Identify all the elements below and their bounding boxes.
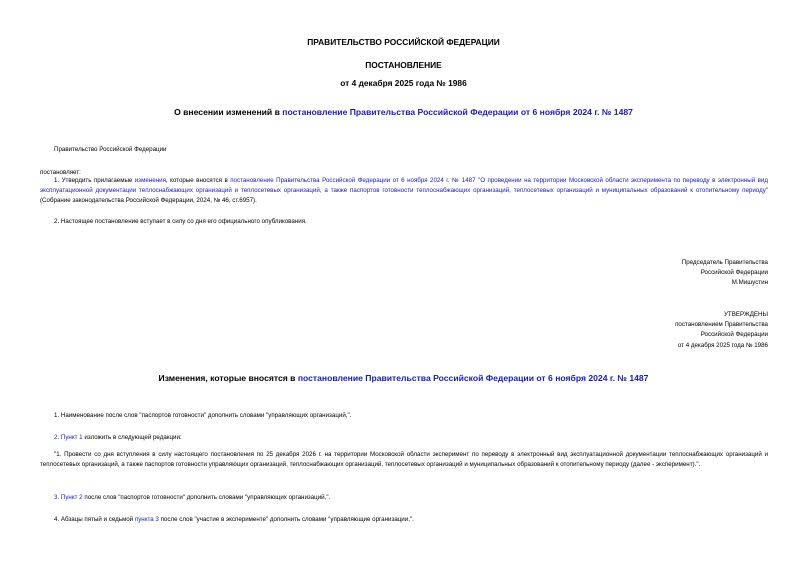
approval-line-3: Российской Федерации: [700, 331, 768, 339]
signature-name: М.Мишустин: [731, 279, 768, 287]
point-1-link[interactable]: Пункт 1: [60, 434, 83, 441]
document-date-number: от 4 декабря 2025 года № 1986: [340, 78, 467, 88]
change-2-quote: "1. Провести со дня вступления в силу настоящего постановления по 25 декабря 2026 г. на территории Московской области эксперимент по переводу в электронный вид эксплуатационной документации теплоснабжающих организаций и теплосетевых организаций, а также паспортов готовности управляющих организаций, теплоснабжающих организаций, теплосетевых организаций и муниципальных образований к отопительному периоду (далее - эксперимент).".: [40, 451, 768, 469]
resolution-1487-link[interactable]: постановление Правительства Российской Федерации от 6 ноября 2024 г. № 1487 "О проведении на территории Московской области эксперимента по переводу в электронный вид эксплуатационной документации теплоснабжающих организаций и теплосетевых организаций, а также паспортов готовности теплоснабжающих организаций, теплосетевых организаций и муниципальных образований к отопительному периоду": [40, 177, 768, 195]
government-label: Правительство Российской Федерации: [54, 146, 167, 153]
p1-text-c: (Собрание законодательства Российской Федерации, 2024, № 46, ст.6957).: [40, 197, 257, 205]
point-2-link[interactable]: Пункт 2: [60, 494, 83, 501]
p1-text-b: , которые вносятся в: [165, 177, 231, 184]
subject-prefix: О внесении изменений в: [174, 107, 283, 117]
document-subject: [0, 107, 807, 117]
change-2-number: 2.: [54, 434, 61, 441]
changes-link[interactable]: изменения: [134, 177, 166, 184]
document-kind: ПОСТАНОВЛЕНИЕ: [365, 60, 442, 70]
change-3-text: после слов "паспортов готовности" дополнить словами "управляющих организаций,".: [82, 494, 331, 501]
change-2-text: изложить в следующей редакции:: [82, 434, 182, 441]
issuer-title: ПРАВИТЕЛЬСТВО РОССИЙСКОЙ ФЕДЕРАЦИИ: [307, 37, 500, 47]
subject-link[interactable]: постановление Правительства Российской Федерации от 6 ноября 2024 г. № 1487: [282, 107, 633, 117]
change-2: [54, 433, 182, 443]
p1-text-a: 1. Утвердить прилагаемые: [54, 177, 135, 184]
change-4-text-b: после слов "участие в эксперименте" дополнить словами "управляющие организации,".: [158, 516, 414, 523]
change-1: 1. Наименование после слов "паспортов готовности" дополнить словами "управляющих организаций,".: [54, 412, 352, 419]
change-3: [54, 493, 330, 503]
point-3-link[interactable]: пункта 3: [134, 516, 159, 523]
signature-position: Председатель Правительства: [681, 259, 768, 266]
paragraph-2: 2. Настоящее постановление вступает в силу со дня его официального опубликования.: [54, 218, 307, 225]
signature-position-2: Российской Федерации: [700, 269, 768, 277]
change-3-number: 3.: [54, 494, 61, 501]
changes-title-link[interactable]: постановление Правительства Российской Федерации от 6 ноября 2024 г. № 1487: [297, 373, 649, 383]
approval-line-4: от 4 декабря 2025 года № 1986: [677, 341, 768, 349]
approval-line-2: постановлением Правительства: [675, 321, 768, 329]
change-4: [54, 515, 414, 525]
signature-block: [682, 258, 768, 289]
changes-title-prefix: Изменения, которые вносятся в: [158, 373, 298, 383]
changes-title: [0, 373, 807, 383]
paragraph-1: [40, 176, 768, 207]
resolves-label: постановляет:: [40, 169, 81, 176]
change-4-text-a: 4. Абзацы пятый и седьмой: [54, 516, 135, 523]
approval-block: [675, 310, 768, 351]
approval-line-1: УТВЕРЖДЕНЫ: [724, 311, 768, 318]
